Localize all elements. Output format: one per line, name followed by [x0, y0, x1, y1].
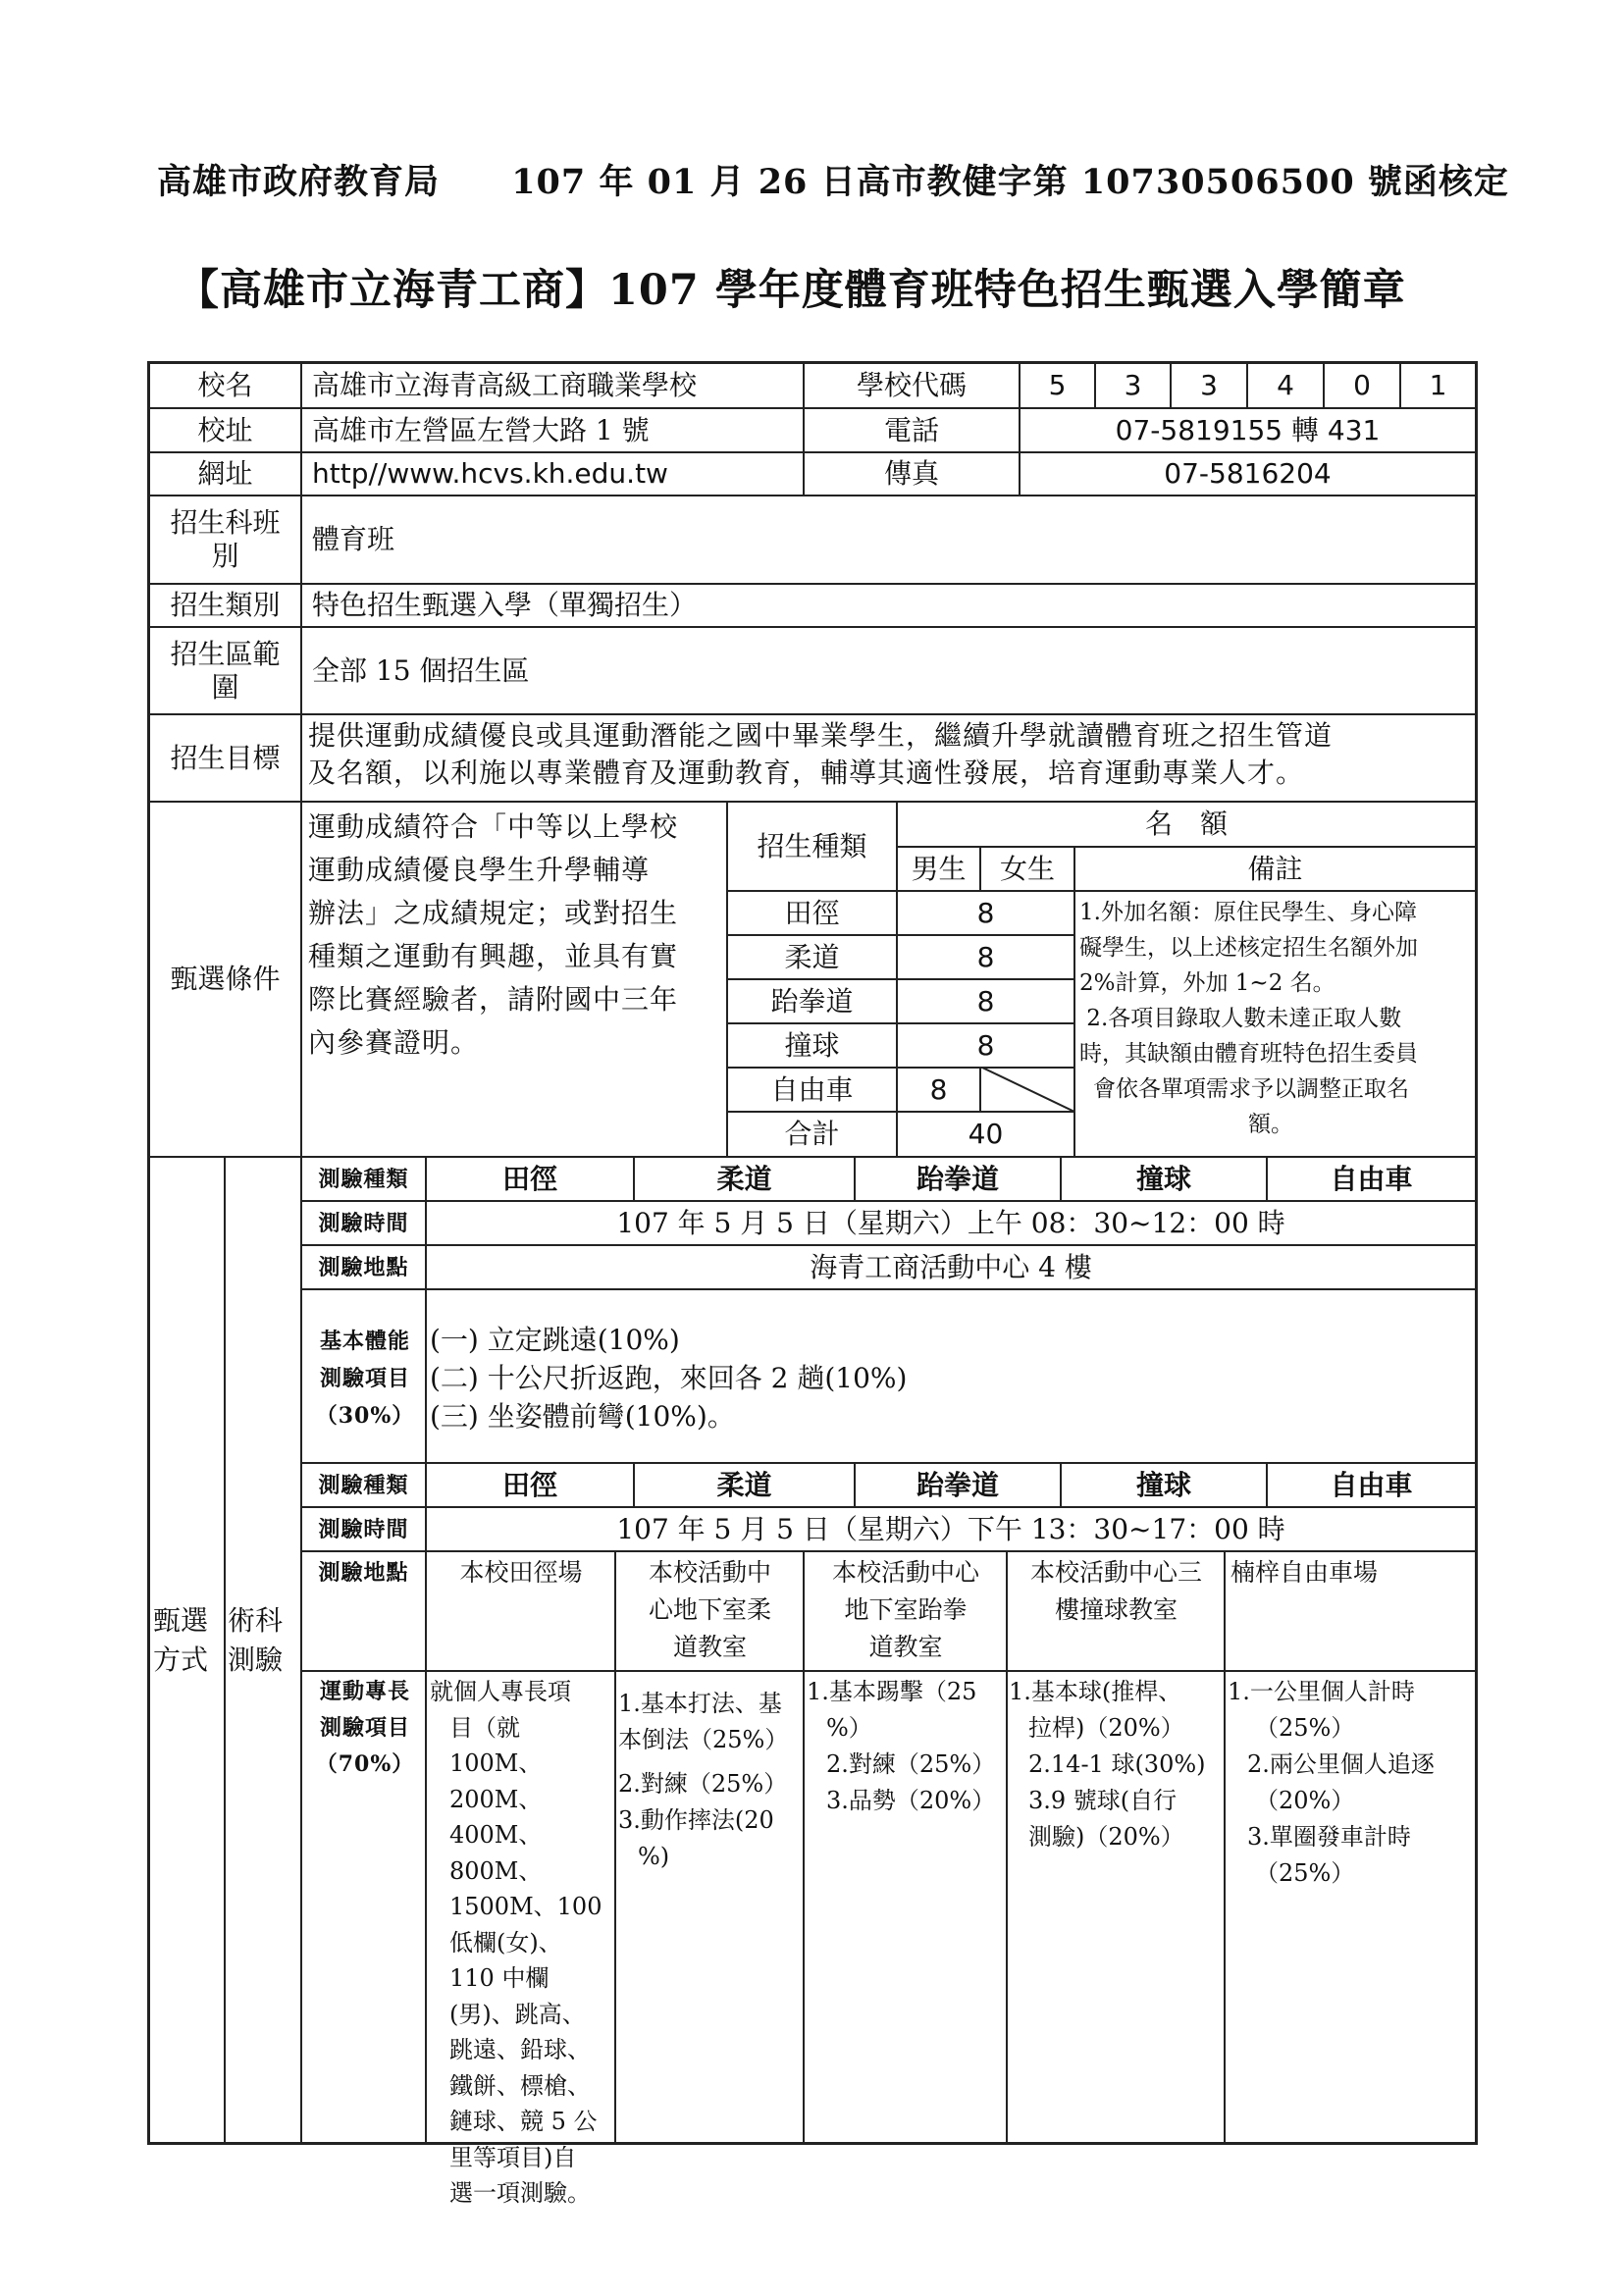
- remark-line: 1.外加名額：原住民學生、身心障: [1079, 900, 1417, 925]
- venue-line: 楠梓自由車場: [1230, 1558, 1379, 1587]
- sport-name: 柔道: [784, 940, 840, 973]
- remark-line: 2.各項目錄取人數未達正取人數: [1079, 1006, 1402, 1031]
- remark-header: 備註: [1247, 852, 1303, 885]
- remark-line: 礙學生，以上述核定招生名額外加: [1079, 935, 1418, 961]
- test-time-pm: 107 年 5 月 5 日（星期六）下午 13：30~17：00 時: [616, 1512, 1285, 1545]
- sport-count: 8: [976, 896, 995, 929]
- school-name-label: 校名: [197, 369, 253, 401]
- venue-cycling: [1227, 1554, 1475, 1592]
- sport-header: 跆拳道: [916, 1468, 999, 1501]
- sport-header: 柔道: [716, 1162, 772, 1195]
- venue-line: 樓撞球教室: [1054, 1595, 1178, 1624]
- item-line: 1.一公里個人計時: [1228, 1678, 1415, 1705]
- test-time-label: 測驗時間: [318, 1516, 409, 1542]
- item-line: 跳遠、鉛球、: [449, 2036, 591, 2063]
- item-line: 800M、: [449, 1856, 543, 1885]
- region-label: 招生區範圍: [170, 637, 281, 704]
- special-label-line: （70%）: [315, 1751, 415, 1777]
- sport-name: 撞球: [784, 1028, 840, 1062]
- sport-header: 柔道: [716, 1468, 772, 1501]
- page-title: 【高雄市立海青工商】107 學年度體育班特色招生甄選入學簡章: [177, 266, 1406, 315]
- practical-label-line: 術科: [228, 1604, 284, 1637]
- selection-conditions: [308, 806, 724, 1065]
- school-code-digit: 3: [1200, 369, 1218, 401]
- special-skill-label: [304, 1674, 426, 1783]
- item-line: （25%）: [1255, 1714, 1355, 1742]
- special-label-line: 測驗項目: [319, 1715, 410, 1741]
- items-track: [430, 1674, 614, 2212]
- condition-line: 運動成績優良學生升學輔導: [308, 854, 651, 886]
- sport-header: 田徑: [501, 1468, 557, 1501]
- diagonal-slash: [980, 1067, 1074, 1112]
- practical-test-label: [228, 1601, 300, 1680]
- type-label: 招生類別: [170, 589, 281, 621]
- goal-text: [308, 717, 1476, 792]
- condition-line: 際比賽經驗者，請附國中三年: [308, 983, 679, 1016]
- venue-judo: [617, 1554, 803, 1666]
- fax-label: 傳真: [883, 457, 939, 490]
- male-header: 男生: [911, 852, 967, 885]
- class-value: 體育班: [312, 523, 395, 555]
- approval-header: [157, 155, 1509, 204]
- item-line: 1500M、100: [449, 1893, 602, 1920]
- practical-label-line: 測驗: [228, 1644, 284, 1676]
- basic-label-line: 測驗項目: [319, 1366, 410, 1391]
- venue-taekwondo: [806, 1554, 1006, 1666]
- item-line: 3.動作摔法(20: [618, 1806, 774, 1834]
- condition-line: 辦法」之成績規定；或對招生: [308, 897, 679, 929]
- item-line: %）: [826, 1714, 872, 1742]
- venue-line: 心地下室柔: [648, 1595, 771, 1624]
- school-code-digit: 1: [1429, 369, 1447, 401]
- sport-header: 自由車: [1330, 1162, 1413, 1195]
- method-label: [153, 1601, 224, 1680]
- item-line: 低欄(女)、: [449, 1928, 562, 1957]
- item-line: 本倒法（25%）: [618, 1726, 789, 1753]
- type-value: 特色招生甄選入學（單獨招生）: [312, 589, 698, 621]
- basic-item: (一) 立定跳遠(10%): [430, 1324, 680, 1356]
- item-line: 3.品勢（20%）: [826, 1787, 996, 1814]
- website-label: 網址: [197, 457, 253, 490]
- test-type-label: 測驗種類: [318, 1472, 409, 1498]
- condition-line: 運動成績符合「中等以上學校: [308, 810, 679, 843]
- sport-header: 撞球: [1135, 1468, 1191, 1501]
- item-line: 鏈球、競 5 公: [449, 2108, 598, 2135]
- sport-header: 跆拳道: [916, 1162, 999, 1195]
- method-label-line: 方式: [153, 1644, 209, 1676]
- sport-count: 8: [976, 940, 995, 973]
- sport-name: 田徑: [784, 896, 840, 929]
- venue-line: 本校活動中心三: [1029, 1558, 1202, 1587]
- method-label-line: 甄選: [153, 1604, 209, 1637]
- address: 高雄市左營區左營大路 1 號: [312, 413, 650, 446]
- fax-number: 07-5816204: [1164, 457, 1332, 490]
- remark-line: 額。: [1248, 1112, 1293, 1137]
- sport-name: 自由車: [770, 1072, 854, 1106]
- test-place-label: 測驗地點: [318, 1560, 409, 1586]
- agency-name: 高雄市政府教育局: [157, 162, 441, 202]
- item-line: %): [638, 1843, 670, 1870]
- item-line: 200M、400M、: [449, 1785, 543, 1849]
- basic-fitness-label: [304, 1323, 426, 1435]
- sport-header: 田徑: [501, 1162, 557, 1195]
- venue-line: 本校活動中心: [831, 1558, 979, 1587]
- item-line: 測驗)（20%）: [1028, 1823, 1184, 1851]
- website-link[interactable]: http//www.hcvs.kh.edu.tw: [312, 457, 668, 490]
- item-line: 1.基本球(推桿、: [1009, 1678, 1182, 1705]
- school-code-digit: 3: [1124, 369, 1142, 401]
- class-label: 招生科班別: [170, 506, 281, 572]
- item-line: 110 中欄: [449, 1964, 550, 1992]
- school-code-digit: 4: [1277, 369, 1294, 401]
- special-label-line: 運動專長: [319, 1679, 410, 1704]
- region-value: 全部 15 個招生區: [312, 653, 530, 687]
- items-taekwondo: [807, 1674, 1006, 1819]
- venue-line: 地下室跆拳: [844, 1595, 968, 1624]
- basic-label-line: 基本體能: [319, 1329, 410, 1354]
- item-line: 鐵餅、標槍、: [449, 2071, 591, 2100]
- sport-count: 8: [929, 1072, 948, 1106]
- basic-fitness-items: [430, 1321, 1470, 1435]
- sport-count: 8: [976, 984, 995, 1018]
- condition-line: 內參賽證明。: [308, 1026, 480, 1059]
- venue-line: 道教室: [672, 1633, 747, 1661]
- goal-label: 招生目標: [170, 741, 281, 774]
- items-cycling: [1228, 1674, 1475, 1892]
- item-line: 拉桿)（20%）: [1028, 1714, 1184, 1742]
- basic-label-line: （30%）: [315, 1403, 415, 1429]
- phone-number: 07-5819155 轉 431: [1115, 413, 1381, 446]
- sport-count: 8: [976, 1028, 995, 1062]
- venue-track: [428, 1554, 614, 1592]
- items-judo: [618, 1686, 803, 1875]
- item-line: 2.對練（25%）: [826, 1750, 996, 1778]
- basic-item: (三) 坐姿體前彎(10%)。: [430, 1400, 735, 1433]
- test-place-am: 海青工商活動中心 4 樓: [810, 1250, 1092, 1283]
- item-line: 3.9 號球(自行: [1028, 1787, 1178, 1814]
- item-line: 選一項測驗。: [449, 2179, 591, 2207]
- phone-label: 電話: [883, 413, 939, 446]
- item-line: （25%）: [1255, 1859, 1355, 1887]
- venue-line: 本校活動中: [648, 1558, 771, 1587]
- basic-item: (二) 十公尺折返跑，來回各 2 趟(10%): [430, 1362, 908, 1394]
- total-count: 40: [968, 1118, 1004, 1150]
- quota-header: 名 額: [1144, 808, 1228, 840]
- school-code-digit: 5: [1048, 369, 1067, 401]
- female-header: 女生: [999, 852, 1055, 885]
- items-billiards: [1009, 1674, 1224, 1855]
- item-line: (男)、跳高、: [449, 2000, 586, 2028]
- item-line: 里等項目)自: [449, 2143, 577, 2171]
- item-line: 2.14-1 球(30%): [1028, 1750, 1206, 1778]
- school-code-label: 學校代碼: [856, 369, 967, 401]
- item-line: 目（就 100M、: [449, 1713, 543, 1777]
- remark-line: 會依各單項需求予以調整正取名: [1093, 1076, 1409, 1102]
- venue-line: 本校田徑場: [459, 1558, 583, 1587]
- goal-line: 及名額，以利施以專業體育及運動教育，輔導其適性發展，培育運動專業人才。: [308, 757, 1305, 789]
- venue-billiards: [1009, 1554, 1224, 1629]
- test-type-label: 測驗種類: [318, 1166, 409, 1192]
- item-line: 1.基本踢擊（25: [807, 1678, 977, 1705]
- address-label: 校址: [197, 413, 253, 446]
- item-line: 1.基本打法、基: [618, 1690, 782, 1717]
- approval-text: 107 年 01 月 26 日高市教健字第 10730506500 號函核定: [511, 162, 1509, 202]
- total-label: 合計: [784, 1118, 840, 1150]
- selection-label: 甄選條件: [170, 963, 281, 995]
- sport-name: 跆拳道: [770, 984, 854, 1018]
- test-time-label: 測驗時間: [318, 1210, 409, 1236]
- school-code-digit: 0: [1353, 369, 1371, 401]
- condition-line: 種類之運動有興趣，並具有實: [308, 940, 679, 972]
- goal-line: 提供運動成績優良或具運動潛能之國中畢業學生，繼續升學就讀體育班之招生管道: [308, 719, 1334, 752]
- item-line: 2.兩公里個人追逐: [1247, 1750, 1435, 1778]
- remark-line: 2%計算，外加 1~2 名。: [1079, 970, 1335, 996]
- remarks: [1079, 895, 1476, 1142]
- test-place-label: 測驗地點: [318, 1254, 409, 1280]
- type-header: 招生種類: [757, 829, 867, 862]
- item-line: 就個人專長項: [430, 1678, 571, 1705]
- school-name: 高雄市立海青高級工商職業學校: [312, 369, 698, 401]
- remark-line: 時，其缺額由體育班特色招生委員: [1079, 1041, 1418, 1067]
- sport-header: 自由車: [1330, 1468, 1413, 1501]
- item-line: 2.對練（25%）: [618, 1770, 788, 1798]
- sport-header: 撞球: [1135, 1162, 1191, 1195]
- item-line: 3.單圈發車計時: [1247, 1823, 1411, 1851]
- venue-line: 道教室: [868, 1633, 943, 1661]
- item-line: （20%）: [1255, 1787, 1355, 1814]
- test-time-am: 107 年 5 月 5 日（星期六）上午 08：30~12：00 時: [616, 1206, 1285, 1239]
